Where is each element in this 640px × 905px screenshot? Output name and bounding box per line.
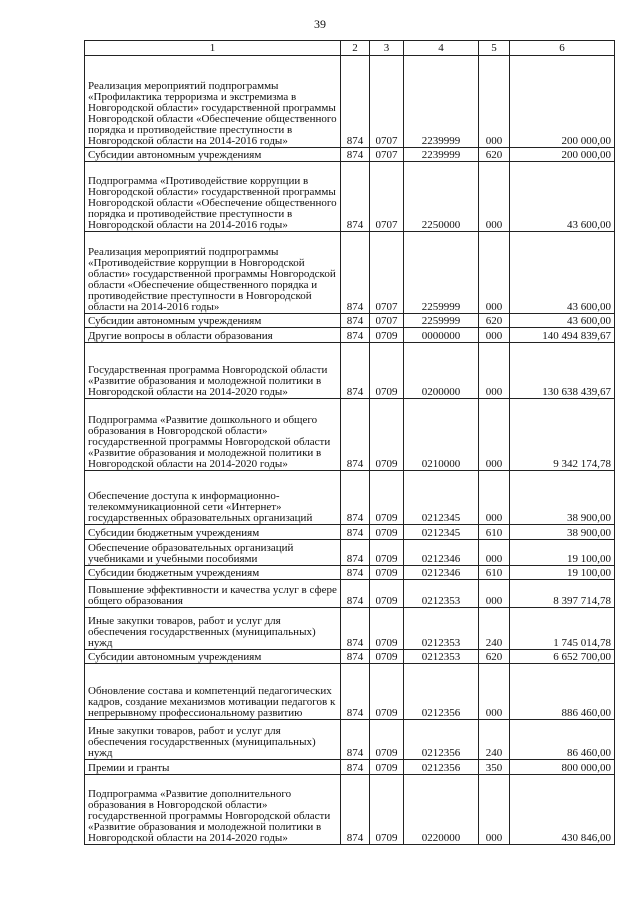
row-vr: 000 bbox=[479, 471, 510, 525]
row-csr: 0212353 bbox=[404, 580, 479, 608]
row-csr: 2259999 bbox=[404, 232, 479, 314]
row-description: Субсидии бюджетным учреждениям bbox=[85, 566, 341, 580]
row-csr: 0210000 bbox=[404, 399, 479, 471]
row-sum: 130 638 439,67 bbox=[510, 343, 615, 399]
header-cell-3: 3 bbox=[370, 41, 404, 56]
budget-table bbox=[84, 40, 615, 845]
row-vr: 000 bbox=[479, 664, 510, 720]
row-csr: 0212346 bbox=[404, 566, 479, 580]
table-row bbox=[85, 148, 615, 162]
table-row bbox=[85, 162, 615, 232]
row-ved: 874 bbox=[341, 314, 370, 328]
table-row bbox=[85, 775, 615, 845]
row-sum: 200 000,00 bbox=[510, 148, 615, 162]
row-sum: 43 600,00 bbox=[510, 314, 615, 328]
row-description: Реализация мероприятий подпрограммы «Противодействие коррупции в Новгородской области» государственной программы Новгородской области «Обеспечение общественного порядка и противодействие преступности в Новгородской области на 2014-2016 годы» bbox=[85, 232, 341, 314]
header-cell-5: 5 bbox=[479, 41, 510, 56]
row-description: Премии и гранты bbox=[85, 760, 341, 775]
row-description: Обновление состава и компетенций педагогических кадров, создание механизмов мотивации педагогов к непрерывному профессиональному развитию bbox=[85, 664, 341, 720]
row-ved: 874 bbox=[341, 232, 370, 314]
table-row bbox=[85, 566, 615, 580]
row-description: Иные закупки товаров, работ и услуг для обеспечения государственных (муниципальных) нужд bbox=[85, 608, 341, 650]
row-rz: 0709 bbox=[370, 580, 404, 608]
table-row bbox=[85, 650, 615, 664]
row-vr: 620 bbox=[479, 148, 510, 162]
row-csr: 0212346 bbox=[404, 540, 479, 566]
header-cell-1: 1 bbox=[85, 41, 341, 56]
row-vr: 240 bbox=[479, 608, 510, 650]
row-csr: 0220000 bbox=[404, 775, 479, 845]
table-row bbox=[85, 328, 615, 343]
row-rz: 0709 bbox=[370, 608, 404, 650]
row-description: Субсидии автономным учреждениям bbox=[85, 314, 341, 328]
row-ved: 874 bbox=[341, 664, 370, 720]
row-sum: 38 900,00 bbox=[510, 525, 615, 540]
table-row bbox=[85, 580, 615, 608]
row-ved: 874 bbox=[341, 525, 370, 540]
table-row bbox=[85, 56, 615, 148]
row-sum: 800 000,00 bbox=[510, 760, 615, 775]
row-sum: 9 342 174,78 bbox=[510, 399, 615, 471]
row-rz: 0709 bbox=[370, 566, 404, 580]
row-rz: 0707 bbox=[370, 314, 404, 328]
header-cell-6: 6 bbox=[510, 41, 615, 56]
table-row bbox=[85, 760, 615, 775]
table-row bbox=[85, 343, 615, 399]
row-ved: 874 bbox=[341, 580, 370, 608]
row-vr: 620 bbox=[479, 650, 510, 664]
table-row bbox=[85, 608, 615, 650]
row-ved: 874 bbox=[341, 775, 370, 845]
row-rz: 0709 bbox=[370, 399, 404, 471]
row-sum: 43 600,00 bbox=[510, 162, 615, 232]
row-sum: 1 745 014,78 bbox=[510, 608, 615, 650]
row-vr: 000 bbox=[479, 775, 510, 845]
row-sum: 200 000,00 bbox=[510, 56, 615, 148]
row-vr: 000 bbox=[479, 328, 510, 343]
table-row bbox=[85, 540, 615, 566]
row-vr: 350 bbox=[479, 760, 510, 775]
row-rz: 0707 bbox=[370, 232, 404, 314]
row-csr: 0212353 bbox=[404, 608, 479, 650]
row-vr: 000 bbox=[479, 343, 510, 399]
row-rz: 0709 bbox=[370, 775, 404, 845]
row-rz: 0709 bbox=[370, 525, 404, 540]
row-sum: 19 100,00 bbox=[510, 566, 615, 580]
row-sum: 6 652 700,00 bbox=[510, 650, 615, 664]
row-rz: 0709 bbox=[370, 343, 404, 399]
row-csr: 0000000 bbox=[404, 328, 479, 343]
row-ved: 874 bbox=[341, 56, 370, 148]
row-description: Обеспечение образовательных организаций учебниками и учебными пособиями bbox=[85, 540, 341, 566]
header-cell-4: 4 bbox=[404, 41, 479, 56]
row-ved: 874 bbox=[341, 148, 370, 162]
row-description: Иные закупки товаров, работ и услуг для обеспечения государственных (муниципальных) нужд bbox=[85, 720, 341, 760]
row-vr: 620 bbox=[479, 314, 510, 328]
table-row bbox=[85, 471, 615, 525]
row-description: Обеспечение доступа к информационно-телекоммуникационной сети «Интернет» государственных образовательных организаций bbox=[85, 471, 341, 525]
row-rz: 0707 bbox=[370, 162, 404, 232]
row-ved: 874 bbox=[341, 328, 370, 343]
row-csr: 0212356 bbox=[404, 760, 479, 775]
row-csr: 2250000 bbox=[404, 162, 479, 232]
row-ved: 874 bbox=[341, 471, 370, 525]
row-sum: 19 100,00 bbox=[510, 540, 615, 566]
row-rz: 0709 bbox=[370, 650, 404, 664]
row-sum: 140 494 839,67 bbox=[510, 328, 615, 343]
row-vr: 610 bbox=[479, 566, 510, 580]
row-sum: 430 846,00 bbox=[510, 775, 615, 845]
row-vr: 000 bbox=[479, 399, 510, 471]
row-rz: 0709 bbox=[370, 540, 404, 566]
row-vr: 000 bbox=[479, 540, 510, 566]
row-vr: 240 bbox=[479, 720, 510, 760]
row-vr: 000 bbox=[479, 162, 510, 232]
row-description: Подпрограмма «Развитие дошкольного и общего образования в Новгородской области» государственной программы Новгородской области «Развитие образования и молодежной политики в Новгородской области на 2014-2020 годы» bbox=[85, 399, 341, 471]
header-cell-2: 2 bbox=[341, 41, 370, 56]
row-ved: 874 bbox=[341, 540, 370, 566]
row-csr: 2259999 bbox=[404, 314, 479, 328]
row-description: Государственная программа Новгородской области «Развитие образования и молодежной политики в Новгородской области на 2014-2020 годы» bbox=[85, 343, 341, 399]
row-sum: 38 900,00 bbox=[510, 471, 615, 525]
row-ved: 874 bbox=[341, 720, 370, 760]
row-description: Подпрограмма «Противодействие коррупции в Новгородской области» государственной программы Новгородской области «Обеспечение общественного порядка и противодействие преступности в Новгородской области на 2014-2016 годы» bbox=[85, 162, 341, 232]
row-csr: 2239999 bbox=[404, 56, 479, 148]
row-csr: 0212356 bbox=[404, 720, 479, 760]
page-number: 39 bbox=[314, 17, 326, 31]
table-row bbox=[85, 232, 615, 314]
row-sum: 886 460,00 bbox=[510, 664, 615, 720]
table-row bbox=[85, 720, 615, 760]
table-row bbox=[85, 314, 615, 328]
row-ved: 874 bbox=[341, 760, 370, 775]
row-description: Другие вопросы в области образования bbox=[85, 328, 341, 343]
row-ved: 874 bbox=[341, 650, 370, 664]
row-rz: 0707 bbox=[370, 56, 404, 148]
row-sum: 8 397 714,78 bbox=[510, 580, 615, 608]
row-rz: 0709 bbox=[370, 760, 404, 775]
row-rz: 0707 bbox=[370, 148, 404, 162]
row-description: Повышение эффективности и качества услуг в сфере общего образования bbox=[85, 580, 341, 608]
row-csr: 0200000 bbox=[404, 343, 479, 399]
table-row bbox=[85, 525, 615, 540]
row-rz: 0709 bbox=[370, 664, 404, 720]
row-csr: 0212345 bbox=[404, 525, 479, 540]
header-row bbox=[85, 41, 615, 56]
row-ved: 874 bbox=[341, 566, 370, 580]
row-rz: 0709 bbox=[370, 471, 404, 525]
row-ved: 874 bbox=[341, 162, 370, 232]
row-description: Субсидии автономным учреждениям bbox=[85, 148, 341, 162]
row-vr: 000 bbox=[479, 56, 510, 148]
row-ved: 874 bbox=[341, 608, 370, 650]
row-sum: 86 460,00 bbox=[510, 720, 615, 760]
table-row bbox=[85, 399, 615, 471]
row-csr: 0212356 bbox=[404, 664, 479, 720]
row-description: Реализация мероприятий подпрограммы «Профилактика терроризма и экстремизма в Новгородской области» государственной программы Новгородской области «Обеспечение общественного порядка и противодействие преступности в Новгородской области на 2014-2016 годы» bbox=[85, 56, 341, 148]
table-row bbox=[85, 664, 615, 720]
row-csr: 0212353 bbox=[404, 650, 479, 664]
row-rz: 0709 bbox=[370, 328, 404, 343]
row-csr: 0212345 bbox=[404, 471, 479, 525]
row-description: Субсидии бюджетным учреждениям bbox=[85, 525, 341, 540]
row-sum: 43 600,00 bbox=[510, 232, 615, 314]
row-vr: 000 bbox=[479, 580, 510, 608]
row-ved: 874 bbox=[341, 399, 370, 471]
row-ved: 874 bbox=[341, 343, 370, 399]
row-vr: 000 bbox=[479, 232, 510, 314]
row-vr: 610 bbox=[479, 525, 510, 540]
row-rz: 0709 bbox=[370, 720, 404, 760]
row-csr: 2239999 bbox=[404, 148, 479, 162]
row-description: Субсидии автономным учреждениям bbox=[85, 650, 341, 664]
row-description: Подпрограмма «Развитие дополнительного образования в Новгородской области» государственной программы Новгородской области «Развитие образования и молодежной политики в Новгородской области на 2014-2020 годы» bbox=[85, 775, 341, 845]
